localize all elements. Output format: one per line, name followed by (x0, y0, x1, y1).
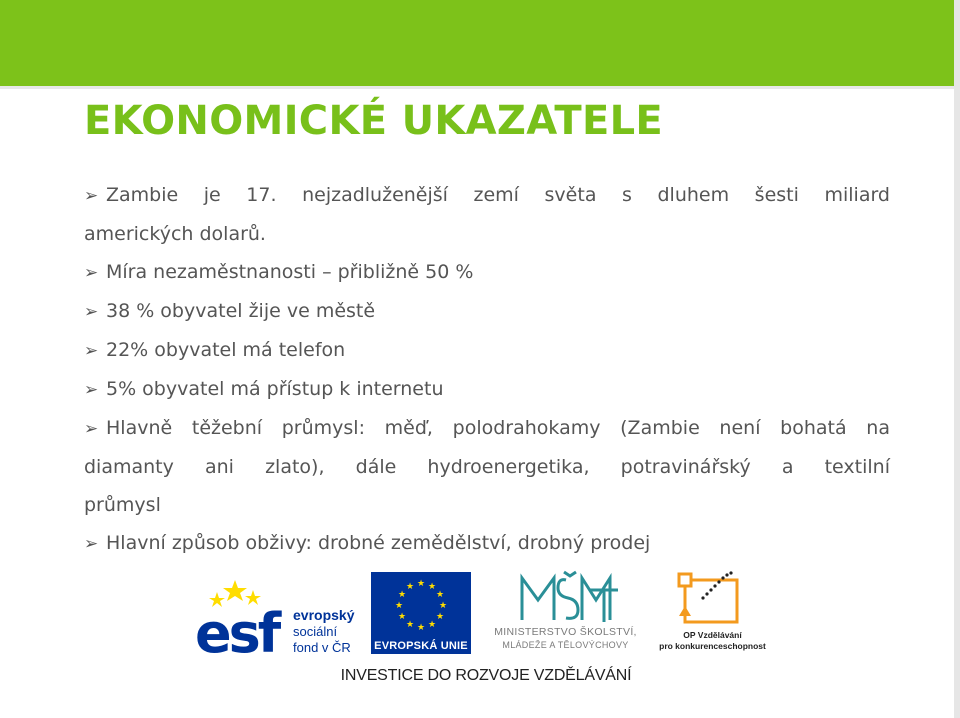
bullet-line (84, 409, 890, 448)
svg-text:★: ★ (427, 620, 437, 630)
svg-text:★: ★ (397, 590, 407, 600)
eu-label: EVROPSKÁ UNIE (371, 638, 471, 654)
svg-text:★: ★ (438, 601, 448, 611)
esf-line3: fond v ČR (293, 640, 351, 655)
slide-title: EKONOMICKÉ UKAZATELE (84, 98, 664, 144)
bullet-item-phone (84, 331, 890, 370)
slide-right-edge (954, 0, 960, 718)
eu-stars-icon (371, 572, 471, 638)
bullet-list (84, 176, 890, 563)
esf-wordmark: esf (195, 602, 279, 656)
bullet-arrow-icon: ➢ (84, 186, 99, 206)
op-logo (655, 570, 770, 656)
msmt-monogram-icon (478, 570, 653, 626)
msmt-logo (478, 570, 653, 656)
bullet-arrow-icon: ➢ (84, 380, 99, 400)
bullet-item-industry (84, 409, 890, 524)
esf-logo (195, 574, 357, 656)
bullet-text: 22% obyvatel má telefon (106, 339, 346, 361)
bullet-text: Hlavně těžební průmysl: měď, polodrahokamy (Zambie není bohatá na (106, 417, 890, 439)
bullet-arrow-icon: ➢ (84, 419, 99, 439)
bullet-line (84, 176, 890, 215)
bullet-arrow-icon: ➢ (84, 302, 99, 322)
top-green-bar (0, 0, 954, 86)
bullet-item-urban (84, 292, 890, 331)
esf-line1: evropský (293, 607, 355, 623)
bullet-item-internet (84, 370, 890, 409)
top-bar-divider (0, 86, 954, 89)
msmt-ministry-name: MINISTERSTVO ŠKOLSTVÍ, (494, 626, 637, 638)
esf-line2: sociální (293, 624, 338, 639)
bullet-arrow-icon: ➢ (84, 263, 99, 283)
bullet-text: 5% obyvatel má přístup k internetu (106, 378, 444, 400)
svg-text:★: ★ (405, 620, 415, 630)
bullet-text: Míra nezaměstnanosti – přibližně 50 % (106, 261, 474, 283)
bullet-text-cont: průmysl (84, 494, 161, 516)
svg-text:★: ★ (405, 582, 415, 592)
bullet-text: 38 % obyvatel žije ve městě (106, 300, 376, 322)
svg-text:★: ★ (435, 590, 445, 600)
bullet-item-unemployment (84, 253, 890, 292)
bullet-arrow-icon: ➢ (84, 341, 99, 361)
eu-flag-icon (371, 572, 471, 638)
esf-logo-graphic (195, 574, 357, 656)
bullet-text-cont: diamanty ani zlato), dále hydroenergetika, potravinářský a textilní (84, 456, 890, 478)
bullet-text: Zambie je 17. nejzadluženější zemí světa s dluhem šesti miliard (106, 184, 890, 206)
bullet-item-livelihood (84, 524, 890, 563)
bullet-text-cont: amerických dolarů. (84, 223, 266, 245)
investice-slogan: INVESTICE DO ROZVOJE VZDĚLÁVÁNÍ (340, 667, 632, 684)
bullet-item-debt (84, 176, 890, 253)
svg-text:★: ★ (394, 601, 404, 611)
msmt-ministry-sub: MLÁDEŽE A TĚLOVÝCHOVY (502, 640, 629, 650)
op-label-line2: pro konkurenceschopnost (659, 641, 766, 651)
funding-logos (195, 570, 775, 690)
svg-text:★: ★ (416, 579, 426, 589)
svg-text:★: ★ (397, 612, 407, 622)
bullet-arrow-icon: ➢ (84, 534, 99, 554)
bullet-text: Hlavní způsob obživy: drobné zemědělství, drobný prodej (106, 532, 651, 554)
svg-text:★: ★ (427, 582, 437, 592)
op-emblem-icon (655, 570, 770, 628)
eu-logo (371, 572, 471, 654)
op-label-line1: OP Vzdělávání (683, 630, 742, 640)
svg-text:★: ★ (435, 612, 445, 622)
svg-text:★: ★ (416, 623, 426, 633)
